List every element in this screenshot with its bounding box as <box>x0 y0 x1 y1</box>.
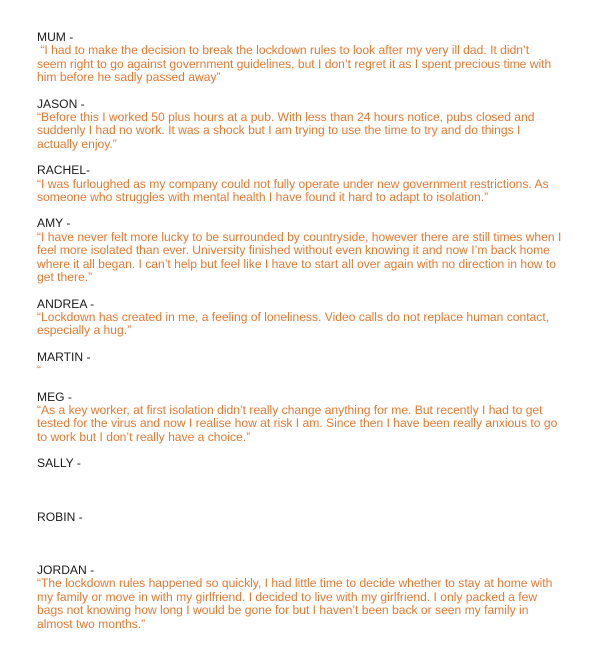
quote-line: someone who struggles with mental health I have found it hard to adapt to isolation.” <box>37 190 489 205</box>
document-body <box>37 31 567 631</box>
quote-line: him before he sadly passed away” <box>37 70 221 85</box>
person-name: MARTIN - <box>37 349 91 364</box>
person-name: JASON - <box>37 96 85 111</box>
entry-jason <box>37 98 567 152</box>
quote-line: especially a hug.” <box>37 323 132 338</box>
quote-line: get there.” <box>37 270 93 285</box>
entry-andrea <box>37 298 567 338</box>
quote-line: “I was furloughed as my company could not fully operate under new government restrictions. As <box>37 176 549 191</box>
person-name: SALLY - <box>37 456 81 471</box>
entry-meg <box>37 391 567 445</box>
quote-line: bags not knowing how long I would be gone for but I haven’t been back or seen my family in <box>37 603 529 618</box>
quote-line: “The lockdown rules happened so quickly, I had little time to decide whether to stay at home with <box>37 576 553 591</box>
quote-line: feel more isolated than ever. University finished without even knowing it and now I’m back home <box>37 243 550 258</box>
person-name: JORDAN - <box>37 562 95 577</box>
person-name: ROBIN - <box>37 509 83 524</box>
entry-jordan <box>37 564 567 631</box>
quote-line: “I have never felt more lucky to be surrounded by countryside, however there are still times when I <box>37 229 562 244</box>
quote-line: seem right to go against government guidelines, but I don’t regret it as I spent precious time with <box>37 56 552 71</box>
quote-line: “ <box>37 363 42 378</box>
quote-line: tested for the virus and now I realise how at risk I am. Since then I have been really anxious to go <box>37 416 558 431</box>
quote-line: almost two months.” <box>37 616 146 631</box>
person-name: AMY - <box>37 216 71 231</box>
quote-line: actually enjoy.” <box>37 136 117 151</box>
quote-line: my family or move in with my girlfriend. I decided to live with my girlfriend. I only packed a few <box>37 589 538 604</box>
person-name: RACHEL- <box>37 163 91 178</box>
entry-amy <box>37 217 567 284</box>
person-name: ANDREA - <box>37 296 95 311</box>
quote-line: “I had to make the decision to break the lockdown rules to look after my very ill dad. It didn’t <box>37 43 530 58</box>
entry-sally <box>37 457 567 470</box>
entry-mum <box>37 31 567 85</box>
quote-line: “Lockdown has created in me, a feeling of loneliness. Video calls do not replace human contact, <box>37 309 550 324</box>
entry-martin <box>37 351 567 378</box>
quote-line: “Before this I worked 50 plus hours at a pub. With less than 24 hours notice, pubs closed and <box>37 110 535 125</box>
quote-line: where it all began. I can’t help but feel like I have to start all over again with no direction in how to <box>37 256 556 271</box>
quote-line: “As a key worker, at first isolation didn’t really change anything for me. But recently I had to get <box>37 402 543 417</box>
quote-line: suddenly I had no work. It was a shock but I am trying to use the time to try and do things I <box>37 123 521 138</box>
quote-line: to work but I don’t really have a choice.” <box>37 429 251 444</box>
entry-rachel <box>37 164 567 204</box>
entry-robin <box>37 511 567 524</box>
person-name: MEG - <box>37 389 72 404</box>
person-name: MUM - <box>37 30 74 44</box>
